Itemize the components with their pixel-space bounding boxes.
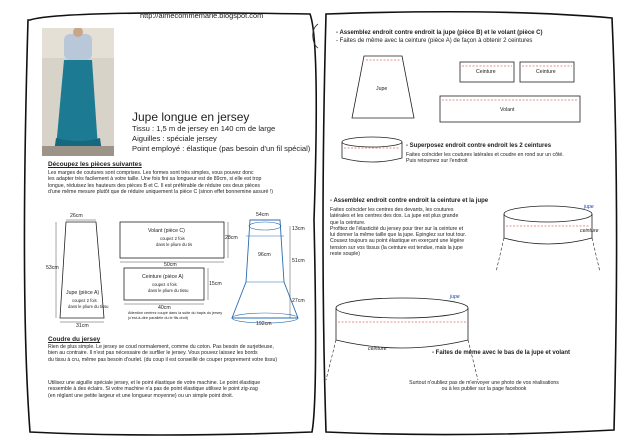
step3-line-8: reste souple) xyxy=(330,251,360,258)
skirt-right-height: 51cm xyxy=(292,258,305,264)
closing-line-1: Surtout n'oubliez pas de m'envoyer une photo de vos réalisations xyxy=(409,380,559,386)
piece-b-label: Ceinture (pièce A) xyxy=(142,274,184,280)
spec-stitch: Point employé : élastique (pas besoin d'un fil spécial) xyxy=(132,144,311,153)
caution-line-2: (c'est-à-dire parallèle du le fils droit) xyxy=(128,315,189,320)
piece-c-width: 50cm xyxy=(164,262,177,268)
skirt-hem: 192cm xyxy=(256,321,272,327)
step3-line-3: que la ceinture. xyxy=(330,219,366,226)
machine-text xyxy=(48,380,310,399)
piece-c-note1: coupez 2 fois xyxy=(160,236,185,241)
piece-a-width-bottom: 31cm xyxy=(76,323,89,329)
piece-a-note2: dans le pliure du tissu xyxy=(68,304,109,309)
step2-text xyxy=(406,152,564,165)
annot-ceinture-a: ceinture xyxy=(580,228,599,234)
cut-line-1: Les marges de coutures sont comprises. Les formes sont très simples, vous pouvez donc xyxy=(48,170,254,176)
annot-jupe-a: jupe xyxy=(584,204,594,210)
cut-heading: Découpez les pièces suivantes xyxy=(48,161,142,168)
piece-c-height: 28cm xyxy=(225,235,238,241)
piece-a-note1: coupez 2 fois xyxy=(72,298,97,303)
step3-title: - Assemblez endroit contre endroit la ceinture et la jupe xyxy=(330,198,489,204)
cut-line-2: les adapter très facilement à votre taille. Une fois fini sa longueur est de 89cm, si elle est trop xyxy=(48,176,262,183)
machine-line-2: ressemble à des éclairs. Si votre machine n'a pas de point élastique utilisez le point zig-zag xyxy=(48,386,258,393)
machine-line-1: Utilisez une aiguille spéciale jersey, et le point élastique de votre machine. Le point élastique xyxy=(48,380,261,386)
page-title: Jupe longue en jersey xyxy=(132,110,250,124)
sewing-text xyxy=(48,344,310,363)
piece-b-note2: dans le pliure du tissu xyxy=(148,288,189,293)
step3-line-5: lui donner la même taille que la jupe. Epinglez sur tout tour. xyxy=(330,232,467,239)
step2-title: - Superposez endroit contre endroit les 2 ceintures xyxy=(406,143,552,149)
step4-text: - Faites de même avec le bas de la jupe et volant xyxy=(432,350,571,356)
piece-b-height: 15cm xyxy=(209,281,222,287)
step3-text xyxy=(330,207,500,257)
piece-c-note2: dans le pliure du tis xyxy=(156,242,193,247)
cut-line-4: d'une même mesure plutôt que de réduire uniquement la pièce C (sinon effet bonnemine assuré !) xyxy=(48,188,273,195)
step1-line-2: - Faites de même avec la ceinture (pièce A) de façon à obtenir 2 ceintures xyxy=(336,38,533,44)
piece-ceinture1-label: Ceinture xyxy=(476,69,496,75)
step3-line-6: Cousez toujours au point élastique en exerçant une légère xyxy=(330,238,465,245)
step3-line-4: Profitez de l'élasticité du jersey pour tirer sur la ceinture et xyxy=(330,225,464,232)
piece-a-label: Jupe (pièce A) xyxy=(66,290,100,296)
step2-line-2: Puis retournez sur l'endroit xyxy=(406,158,468,165)
step3-line-2: latérales et les centres des dos. La jupe est plus grande xyxy=(330,213,459,220)
annot-ceinture-b: ceinture xyxy=(368,346,387,352)
step1-line-1: - Assemblez endroit contre endroit la jupe (pièce B) et le volant (pièce C) xyxy=(336,30,543,36)
step3-line-7: tension sur vos tissus (la ceinture est tendue, mais la jupe xyxy=(330,244,463,251)
closing-line-2: ou à les publier sur la page facebook xyxy=(441,386,527,393)
piece-a-height: 53cm xyxy=(46,265,59,271)
caution-note xyxy=(128,311,222,320)
step3-line-1: Faites coïncider les centres des devants, les coutures xyxy=(330,207,454,213)
sewing-line-3: du tissu à cru, même pas besoin d'ourlet. (du coup il est conseillé de couper proprement votre tissu) xyxy=(48,356,278,363)
closing-text xyxy=(386,380,582,393)
blog-url[interactable]: http://aimecommemarie.blogspot.com xyxy=(140,11,264,20)
skirt-bottom-height: 27cm xyxy=(292,298,305,304)
sewing-line-2: bien au contraire. Il n'est pas nécessaire de surfiler le jersey. Vous pouvez laissez les bords xyxy=(48,350,258,357)
cut-line-3: longue, réduisez les hauteurs des pièces B et C. Il est préférable de réduire ces deux pièces xyxy=(48,182,260,189)
skirt-top: 54cm xyxy=(256,212,269,218)
spec-fabric: Tissu : 1,5 m de jersey en 140 cm de large xyxy=(132,124,276,133)
piece-b-width: 40cm xyxy=(158,305,171,311)
piece-a-width-top: 26cm xyxy=(70,213,83,219)
step2-line-1: Faites coïncider les coutures latérales et coudre en rond sur un côté. xyxy=(406,152,564,158)
piece-c-label: Volant (pièce C) xyxy=(148,228,185,234)
machine-line-3: (en réglant une petite largeur et une longueur moyenne) ou un simple point droit. xyxy=(48,392,234,399)
sewing-line-1: Rien de plus simple. Le jersey se coud normalement, comme du coton. Pas besoin de surjetteuse, xyxy=(48,344,274,350)
spec-needles: Aiguilles : spéciale jersey xyxy=(132,134,217,143)
skirt-mid: 96cm xyxy=(258,252,271,258)
sewing-heading: Coudre du jersey xyxy=(48,336,101,343)
piece-volant-label: Volant xyxy=(500,107,515,113)
skirt-waist: 13cm xyxy=(292,226,305,232)
piece-ceinture2-label: Ceinture xyxy=(536,69,556,75)
annot-jupe-b: jupe xyxy=(450,294,460,300)
caution-line-1: Attention centrez coupé dans la suite du bapis du jersey xyxy=(128,311,223,315)
piece-jupe-label: Jupe xyxy=(376,86,388,92)
piece-b-note1: coupez 4 fois xyxy=(152,282,177,287)
